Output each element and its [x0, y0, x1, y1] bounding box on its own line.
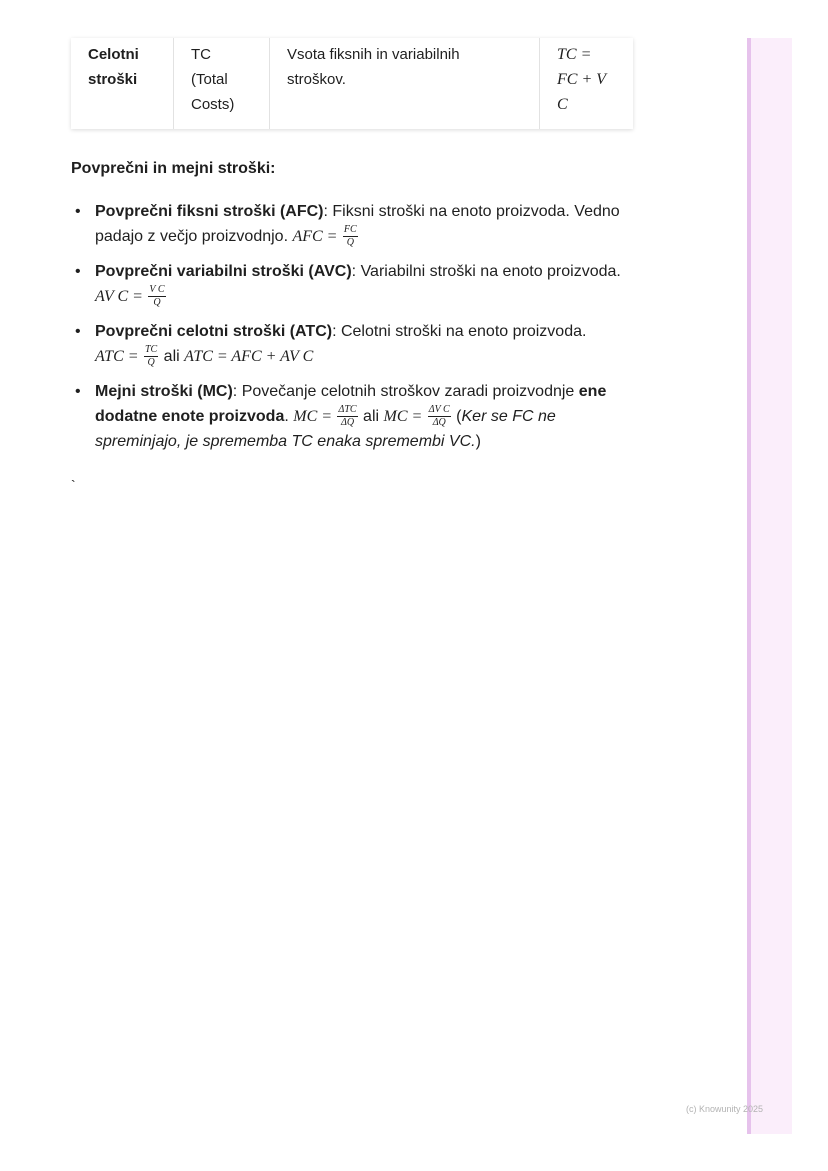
formula-connector: ali [159, 348, 185, 365]
formula-fraction [148, 285, 165, 308]
note-open: ( [451, 408, 462, 425]
formula-alt: ATC = AFC + AV C [184, 348, 314, 365]
formula-fraction [337, 405, 357, 428]
fraction-numerator: ΔV C [428, 404, 450, 416]
formula-connector: ali [358, 408, 384, 425]
fraction-numerator: V C [149, 284, 165, 296]
item-text-after: . [284, 408, 294, 425]
abbreviation-line: Costs) [191, 96, 235, 113]
item-note: Ker se FC ne spreminjajo, je sprememba TC enaka spremembi VC. [95, 408, 556, 450]
list-item [71, 319, 641, 369]
description-line: Vsota fiksnih in variabilnih [287, 46, 460, 63]
formula-lhs-2: MC = [383, 408, 423, 425]
term-line: Celotni [88, 46, 139, 63]
fraction-denominator: Q [346, 237, 354, 249]
formula-fraction-2 [428, 405, 451, 428]
fraction-numerator: ΔTC [338, 404, 357, 416]
fraction-denominator: Q [147, 357, 155, 369]
item-text: Povečanje celotnih stroškov zaradi proizvodnje [241, 383, 579, 400]
formula-fraction [144, 345, 158, 368]
list-item [71, 379, 641, 454]
formula-lhs: MC = [293, 408, 333, 425]
fraction-denominator: ΔQ [340, 417, 355, 429]
copyright-footer: (c) Knowunity 2025 [686, 1104, 764, 1114]
table-cell-abbreviation [174, 38, 270, 129]
table-row [71, 38, 633, 129]
fraction-denominator: ΔQ [432, 417, 446, 429]
item-separator: : [351, 263, 361, 280]
fraction-numerator: TC [145, 344, 158, 356]
section-heading: Povprečni in mejni stroški: [71, 160, 276, 177]
item-separator: : [232, 383, 242, 400]
item-text: Variabilni stroški na enoto proizvoda. [360, 263, 621, 280]
table-cell-term [71, 38, 174, 129]
table-cell-description [270, 38, 540, 129]
fraction-denominator: Q [153, 297, 161, 309]
item-term: Povprečni variabilni stroški (AVC) [95, 263, 352, 280]
formula-fraction [343, 225, 358, 248]
cost-definitions-list [71, 199, 641, 464]
note-close: ) [475, 433, 481, 450]
item-separator: : [332, 323, 341, 340]
formula-lhs: ATC = [95, 348, 139, 365]
item-separator: : [323, 203, 333, 220]
cost-table-fragment [71, 38, 633, 129]
list-item [71, 259, 641, 309]
term-line: stroški [88, 71, 138, 88]
fraction-numerator: FC [343, 224, 357, 236]
description-line: stroškov. [287, 71, 346, 88]
formula-lhs: AFC = [292, 228, 338, 245]
formula-lhs: AV C = [95, 288, 143, 305]
formula-line: FC + V C [557, 71, 606, 113]
list-item [71, 199, 641, 249]
item-text: Celotni stroški na enoto proizvoda. [340, 323, 587, 340]
item-term: Povprečni celotni stroški (ATC) [95, 323, 333, 340]
stray-mark: ` [71, 477, 76, 493]
item-text: Fiksni stroški na enoto proizvoda. Vedno padajo z večjo proizvodnjo. [95, 203, 620, 245]
item-emphasis: ene dodatne enote proizvoda [95, 383, 607, 425]
formula-line: TC = [557, 46, 592, 63]
margin-decoration-line [747, 38, 751, 1134]
abbreviation-line: (Total [191, 71, 228, 88]
margin-decoration-band [751, 38, 792, 1134]
table-cell-formula [540, 38, 634, 129]
abbreviation-line: TC [191, 46, 211, 63]
item-term: Povprečni fiksni stroški (AFC) [95, 203, 324, 220]
item-term: Mejni stroški (MC) [95, 383, 233, 400]
